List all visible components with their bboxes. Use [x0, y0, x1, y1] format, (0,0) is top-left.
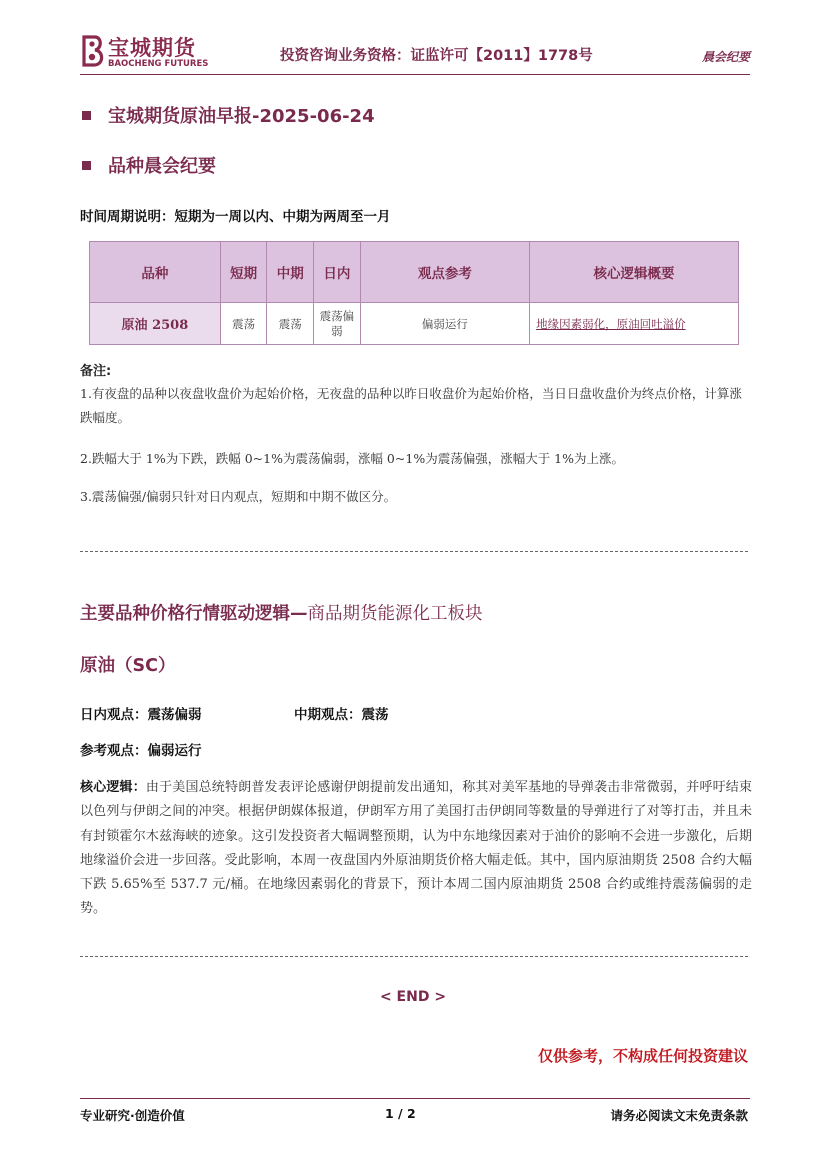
footer-slogan: 专业研究·创造价值 — [80, 1108, 185, 1123]
square-bullet-icon — [82, 161, 91, 170]
table-header-row — [90, 242, 739, 303]
header-report-type: 晨会纪要 — [701, 50, 750, 64]
cell-short: 震荡 — [220, 303, 267, 345]
disclaimer: 仅供参考，不构成任何投资建议 — [537, 1047, 748, 1065]
section-divider — [80, 551, 748, 552]
company-logo — [80, 32, 210, 72]
cell-variety: 原油 2508 — [90, 303, 221, 345]
reference-view: 参考观点：偏弱运行 — [80, 743, 202, 759]
period-note: 时间周期说明：短期为一周以内、中期为两周至一月 — [80, 209, 391, 225]
intraday-view: 日内观点：震荡偏弱 — [80, 707, 202, 723]
cell-logic-link[interactable]: 地缘因素弱化，原油回吐溢价 — [530, 303, 739, 345]
cell-intraday: 震荡偏弱 — [314, 303, 361, 345]
note-item-3: 3.震荡偏强/偏弱只针对日内观点，短期和中期不做区分。 — [80, 489, 397, 504]
logo-text-en: BAOCHENG FUTURES — [108, 59, 209, 69]
col-header-mid: 中期 — [267, 242, 314, 303]
commodity-title: 原油（SC） — [80, 656, 176, 676]
col-header-variety: 品种 — [90, 242, 221, 303]
end-marker: < END > — [379, 989, 447, 1005]
cell-view: 偏弱运行 — [360, 303, 529, 345]
notes-title: 备注: — [80, 364, 112, 379]
core-logic-text: 由于美国总统特朗普发表评论感谢伊朗提前发出通知，称其对美军基地的导弹袭击非常微弱，并呼吁结束以色列与伊朗之间的冲突。根据伊朗媒体报道，伊朗军方用了美国打击伊朗同等数量的导弹进行了对等打击，并且未有封锁霍尔木兹海峡的迹象。这引发投资者大幅调整预期，认为中东地缘因素对于油价的影响不会进一步激化，后期地缘溢价会进一步回落。受此影响，本周一夜盘国内外原油期货价格大幅走低。其中，国内原油期货 2508 合约大幅下跌 5.65%至 537.7 元/桶。在地缘因素弱化的背景下，预计本周二国内原油期货 2508 合约或维持震荡偏弱的走势。 — [80, 780, 752, 917]
note-item-1: 1.有夜盘的品种以夜盘收盘价为起始价格，无夜盘的品种以昨日收盘价为起始价格，当日日盘收盘价为终点价格，计算涨跌幅度。 — [80, 386, 742, 425]
report-title-text: 宝城期货原油早报-2025-06-24 — [108, 106, 375, 127]
summary-title-text: 品种晨会纪要 — [108, 156, 216, 177]
col-header-short: 短期 — [220, 242, 267, 303]
footer-disclaimer-link[interactable]: 请务必阅读文末免责条款 — [610, 1108, 748, 1123]
section-divider — [80, 956, 748, 957]
qualification-text: 投资咨询业务资格：证监许可【2011】1778号 — [280, 48, 593, 64]
col-header-intraday: 日内 — [314, 242, 361, 303]
page-number: 1 / 2 — [385, 1106, 416, 1121]
mid-view: 中期观点：震荡 — [294, 707, 389, 723]
square-bullet-icon — [82, 111, 91, 120]
main-title-subtext: 商品期货能源化工板块 — [307, 604, 483, 624]
logo-text-cn: 宝城期货 — [108, 36, 196, 60]
table-row — [90, 303, 739, 345]
core-logic-label: 核心逻辑： — [80, 780, 146, 795]
logo-mark-icon — [80, 34, 106, 68]
note-item-2: 2.跌幅大于 1%为下跌，跌幅 0~1%为震荡偏弱，涨幅 0~1%为震荡偏强，涨幅大于 1%为上涨。 — [80, 451, 624, 466]
main-section-title — [80, 600, 483, 625]
summary-table — [89, 241, 739, 345]
col-header-view: 观点参考 — [360, 242, 529, 303]
cell-mid: 震荡 — [267, 303, 314, 345]
footer-divider — [80, 1098, 750, 1099]
col-header-logic: 核心逻辑概要 — [530, 242, 739, 303]
summary-title — [82, 152, 216, 178]
main-title-text: 主要品种价格行情驱动逻辑— — [80, 604, 308, 624]
core-logic-paragraph — [80, 776, 752, 922]
page-header — [80, 30, 750, 75]
report-title — [82, 102, 375, 128]
